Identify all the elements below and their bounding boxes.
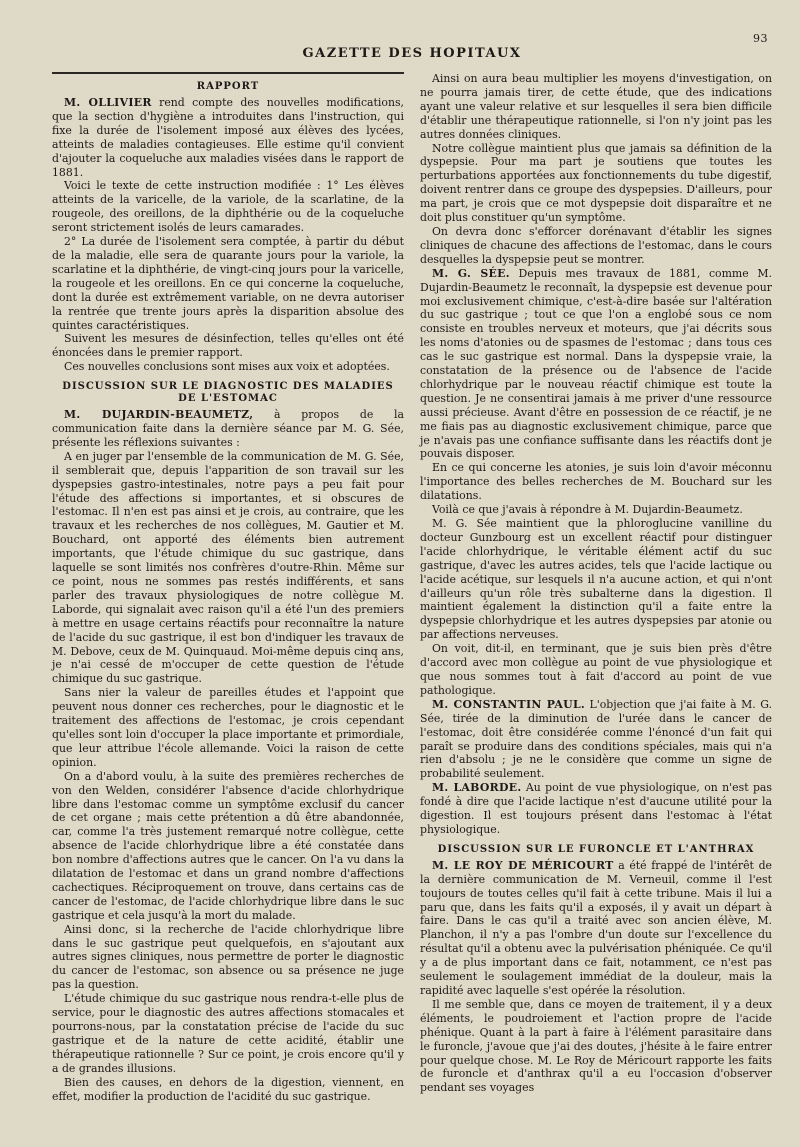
running-head [52, 24, 772, 64]
paragraph: Sans nier la valeur de pareilles études et l'appoint que peuvent nous donner ces recherches, pour le diagnostic et le traitement des affections de l'estomac, je crois cependant qu'elles sont loin d'occuper la place importante et primordiale, que leur attribue l'école allemande. Voici la raison de cette opinion. [52, 686, 404, 769]
section-title-discussion-estomac: DISCUSSION SUR LE DIAGNOSTIC DES MALADIES DE L'ESTOMAC [62, 381, 394, 405]
paragraph-text: à propos de la communication faite dans la dernière séance par M. G. Sée, présente les réflexions suivantes : [52, 408, 405, 449]
paragraph [420, 781, 772, 837]
paragraph: A en juger par l'ensemble de la communication de M. G. Sée, il semblerait que, depuis l'apparition de son travail sur les dyspepsies gastro-intestinales, notre pays a peu fait pour l'étude des affections si importantes, et si obscures de l'estomac. Il n'en est pas ainsi et je crois, au contraire, que les travaux et les recherches de nos collègues, M. Gautier et M. Bouchard, ont apporté des éléments bien autrement importants, que l'étude chimique du suc gastrique, dans laquelle se sont limités nos confrères d'outre-Rhin. Même sur ce point, nous ne sommes pas restés indifférents, et sans parler des travaux physiologiques de notre collègue M. Laborde, qui signalait avec raison qu'il a été l'un des premiers à mettre en usage certains réactifs pour reconnaître la nature de l'acide du suc gastrique, il est bon d'indiquer les travaux de M. Debove, ceux de M. Quinquaud. Moi-même depuis cinq ans, je n'ai cessé de m'occuper de cette question de l'étude chimique du suc gastrique. [52, 449, 404, 686]
paragraph [420, 267, 772, 462]
paragraph-text: Au point de vue physiologique, on n'est pas fondé à dire que l'acide lactique n'est d'aucune utilité pour la digestion. Il est toujours présent dans l'estomac à l'état physiologique. [420, 781, 772, 836]
speaker-name: M. DUJARDIN-BEAUMETZ, [64, 408, 254, 422]
journal-title: GAZETTE DES HOPITAUX [302, 46, 522, 61]
paragraph-text: Depuis mes travaux de 1881, comme M. Dujardin-Beaumetz le reconnaît, la dyspepsie est devenue pour moi exclusivement chimique, c'est-à-dire basée sur l'altération du suc gastrique ; tout ce que l'on a englobé sous ce nom consiste en troubles nerveux et moteurs, que j'ai décrits sous les noms d'atonies ou de spasmes de l'estomac ; dans tous ces cas le suc gastrique est normal. Dans la dyspepsie vraie, la constatation de la présence ou de l'absence de l'acide chlorhydrique par le nouveau réactif chimique est toute la question. Je ne consentirai jamais à me priver d'une ressource aussi précieuse. Avant d'être en possession de ce réactif, je ne me fiais pas au diagnostic exclusivement chimique, parce que je n'avais pas une confiance suffisante dans les réactifs dont je pouvais disposer. [420, 266, 772, 461]
paragraph: Voilà ce que j'avais à répondre à M. Dujardin-Beaumetz. [432, 503, 743, 517]
section-title-discussion-furoncle: DISCUSSION SUR LE FURONCLE ET L'ANTHRAX [437, 843, 755, 855]
column-rule [52, 72, 404, 74]
speaker-name: M. G. SÉE. [432, 266, 510, 280]
paragraph-text: a été frappé de l'intérêt de la dernière communication de M. Verneuil, comme il l'est toujours de toutes celles qu'il fait à cette tribune. Mais il lui a paru que, dans les faits qu'il a exposés, il y avait un départ à faire. Dans le cas qu'il a traité avec son ancien élève, M. Planchon, il n'y a pas l'ombre d'un doute sur l'excellence du résultat qu'il a obtenu avec la pulvérisation phéniquée. Ce qu'il y a de plus important dans ce fait, notamment, ce n'est pas seulement le soulagement immédiat de la douleur, mais la rapidité avec laquelle s'est opérée la résolution. [420, 858, 772, 997]
paragraph: On a d'abord voulu, à la suite des premières recherches de von den Welden, considérer l'absence d'acide chlorhydrique libre dans l'estomac comme un symptôme exclusif du cancer de cet organe ; mais cette prétention a dû être abandonnée, car, comme l'a très justement remarqué notre collègue, cette absence de l'acide chlorhydrique libre a été constatée dans bon nombre d'affections autres que le cancer. On l'a vu dans la dilatation de l'estomac et dans un grand nombre d'affections cachectiques. Réciproquement on trouve, dans certains cas de cancer de l'estomac, de l'acide chlorhydrique libre dans le suc gastrique et cela jusqu'à la mort du malade. [52, 769, 404, 922]
paragraph: On voit, dit-il, en terminant, que je suis bien près d'être d'accord avec mon collègue au point de vue physiologique et que nous sommes tout à fait d'accord au point de vue pathologique. [420, 642, 772, 697]
paragraph [52, 96, 404, 179]
paragraph: On devra donc s'efforcer dorénavant d'établir les signes cliniques de chacune des affections de l'estomac, dans le cours desquelles la dyspepsie peut se montrer. [420, 224, 772, 266]
section-title-rapport: RAPPORT [196, 81, 260, 92]
paragraph-text: L'objection que j'ai faite à M. G. Sée, tirée de la diminution de l'urée dans le cancer de l'estomac, doit être considérée comme l'énoncé d'un fait qui paraît se produire dans des conditions spéciales, mais qui n'a rien d'absolu ; je ne le considère que comme un signe de probabilité seulement. [420, 697, 772, 781]
paragraph [420, 859, 772, 998]
speaker-name: M. LE ROY DE MÉRICOURT [432, 858, 614, 872]
paragraph [52, 408, 404, 450]
paragraph: 2° La durée de l'isolement sera comptée, à partir du début de la maladie, elle sera de quarante jours pour la variole, la scarlatine et la diphthérie, de vingt-cinq jours pour la varicelle, la rougeole et les oreillons. En ce qui concerne la coqueluche, dont la durée est extrêmement variable, on ne devra autoriser la rentrée que trente jours après la disparition absolue des quintes caractéristiques. [52, 235, 404, 332]
left-column [52, 72, 404, 1103]
paragraph: Bien des causes, en dehors de la digestion, viennent, en effet, modifier la production de l'acidité du suc gastrique. [52, 1075, 404, 1103]
paragraph: Suivent les mesures de désinfection, telles qu'elles ont été énoncées dans le premier rapport. [52, 332, 404, 360]
paragraph [420, 698, 772, 781]
speaker-name: M. CONSTANTIN PAUL. [432, 697, 586, 711]
text-columns [52, 72, 772, 1103]
paragraph: Voici le texte de cette instruction modifiée : 1° Les élèves atteints de la varicelle, de la variole, de la scarlatine, de la rougeole, des oreillons, de la diphthérie ou de la coqueluche seront strictement isolés de leurs camarades. [52, 179, 404, 235]
paragraph: L'étude chimique du suc gastrique nous rendra-t-elle plus de service, pour le diagnostic des autres affections stomacales et pourrons-nous, par la constatation précise de l'acide du suc gastrique et de la nature de cette acidité, établir une thérapeutique rationnelle ? Sur ce point, je crois encore qu'il y a de grandes illusions. [52, 992, 404, 1075]
paragraph: Il me semble que, dans ce moyen de traitement, il y a deux éléments, le poudroiement et l'action propre de l'acide phénique. Quant à la part à faire à l'élément parasitaire dans le furoncle, j'avoue que j'ai des doutes, j'hésite à le faire entrer pour quelque chose. M. Le Roy de Méricourt rapporte les faits de furoncle et d'anthrax qu'il a eu l'occasion d'observer pendant ses voyages [420, 997, 772, 1095]
speaker-name: M. LABORDE. [432, 781, 522, 795]
paragraph-text: rend compte des nouvelles modifications, que la section d'hygiène a introduites dans l'instruction, qui fixe la durée de l'isolement imposé aux élèves des lycées, atteints de maladies contagieuses. Elle estime qu'il convient d'ajouter la coqueluche aux maladies visées dans le rapport de 1881. [52, 96, 405, 179]
page-number: 93 [753, 32, 768, 45]
paragraph: M. G. Sée maintient que la phloroglucine vanilline du docteur Gunzbourg est un excellent réactif pour distinguer l'acide chlorhydrique, le véritable élément actif du suc gastrique, d'avec les autres acides, tels que l'acide lactique ou l'acide acétique, sur lesquels il n'a aucune action, et qui n'ont d'ailleurs qu'un rôle très subalterne dans la digestion. Il maintient également la distinction qu'il a faite entre la dyspepsie chlorhydrique et les autres dyspepsies par atonie ou par affections nerveuses. [420, 517, 772, 642]
paragraph: Ainsi donc, si la recherche de l'acide chlorhydrique libre dans le suc gastrique peut quelquefois, en s'ajoutant aux autres signes cliniques, nous permettre de porter le diagnostic du cancer de l'estomac, son absence ou sa présence ne juge pas la question. [52, 922, 404, 992]
speaker-name: M. OLLIVIER [64, 96, 152, 109]
right-column [420, 72, 772, 1103]
paragraph: Ces nouvelles conclusions sont mises aux voix et adoptées. [64, 360, 390, 374]
paragraph: En ce qui concerne les atonies, je suis loin d'avoir méconnu l'importance des belles recherches de M. Bouchard sur les dilatations. [420, 461, 772, 503]
paragraph: Ainsi on aura beau multiplier les moyens d'investigation, on ne pourra jamais tirer, de cette étude, que des indications ayant une valeur relative et sur lesquelles il sera bien difficile d'établir une thérapeutique rationnelle, si l'on n'y joint pas les autres données cliniques. [420, 72, 772, 141]
paragraph: Notre collègue maintient plus que jamais sa définition de la dyspepsie. Pour ma part je soutiens que toutes les perturbations apportées aux fonctionnements du tube digestif, doivent rentrer dans ce groupe des dyspepsies. D'ailleurs, pour ma part, je crois que ce mot dyspepsie doit disparaître et ne doit plus constituer qu'un symptôme. [420, 141, 772, 225]
